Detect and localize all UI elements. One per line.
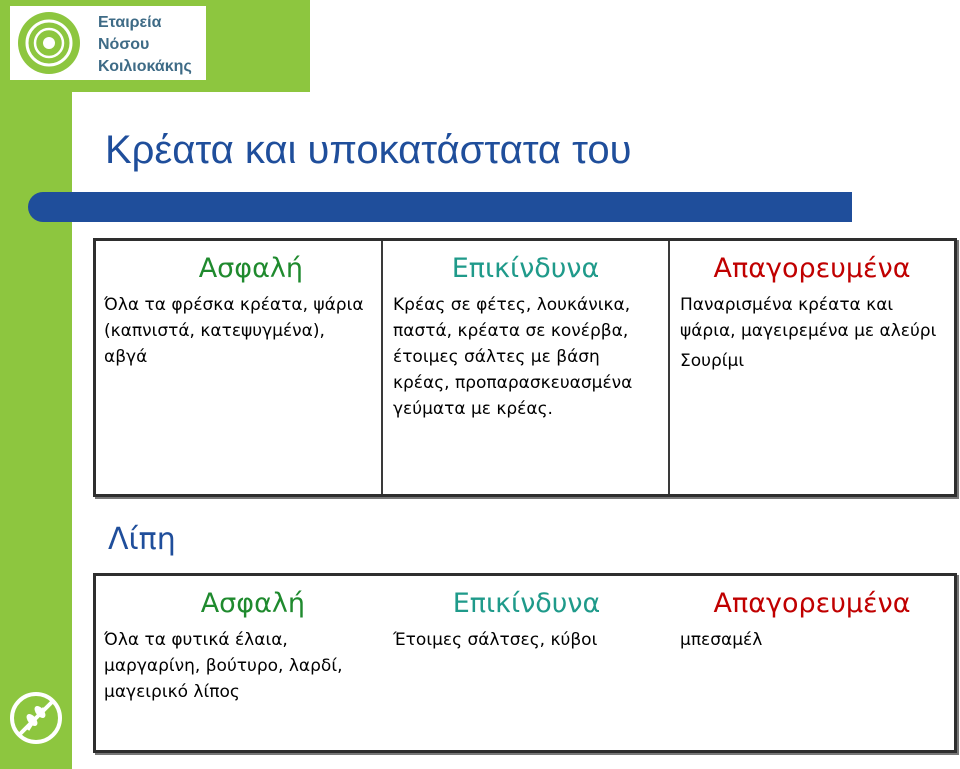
meat-risky-header: Επικίνδυνα <box>451 253 600 284</box>
logo-line-2: Νόσου <box>98 36 150 53</box>
logo-line-3: Κοιλιοκάκης <box>98 58 192 75</box>
fats-safe-column <box>96 576 383 750</box>
fats-banned-text: μπεσαμέλ <box>680 630 763 650</box>
meat-safe-column <box>96 241 383 494</box>
fats-risky-text: Έτοιμες σάλτσες, κύβοι <box>393 630 598 650</box>
meat-risky-column <box>383 241 670 494</box>
fats-risky-column <box>383 576 670 750</box>
society-logo <box>10 6 206 80</box>
society-logo-icon <box>14 8 84 78</box>
fats-safe-header: Ασφαλή <box>200 588 305 619</box>
meat-risky-text: Κρέας σε φέτες, λουκάνικα, παστά, κρέατα σε κονέρβα, έτοιμες σάλτες με βάση κρέας, προπαρασκευασμένα γεύματα με κρέας. <box>393 295 633 419</box>
fats-banned-header: Απαγορευμένα <box>713 588 911 619</box>
title-divider <box>28 192 852 222</box>
gluten-free-icon <box>8 690 64 746</box>
left-green-band <box>0 0 72 769</box>
meat-safe-header: Ασφαλή <box>198 253 303 284</box>
fats-section-label: Λίπη <box>108 522 176 557</box>
meat-table <box>93 238 957 497</box>
meat-safe-text: Όλα τα φρέσκα κρέατα, ψάρια (καπνιστά, κατεψυγμένα), αβγά <box>104 295 364 367</box>
meat-banned-text-2: Σουρίμι <box>680 351 745 371</box>
fats-safe-text: Όλα τα φυτικά έλαια, μαργαρίνη, βούτυρο, λαρδί, μαγειρικό λίπος <box>104 630 343 702</box>
page-title: Κρέατα και υποκατάστατα του <box>105 128 632 172</box>
logo-line-1: Εταιρεία <box>98 14 162 31</box>
society-name <box>98 12 192 78</box>
fats-risky-header: Επικίνδυνα <box>452 588 601 619</box>
meat-banned-header: Απαγορευμένα <box>713 253 911 284</box>
fats-table <box>93 573 957 753</box>
fats-banned-column <box>670 576 954 750</box>
meat-banned-text: Παναρισμένα κρέατα και ψάρια, μαγειρεμένα με αλεύρι <box>680 295 937 341</box>
meat-banned-column <box>670 241 954 494</box>
